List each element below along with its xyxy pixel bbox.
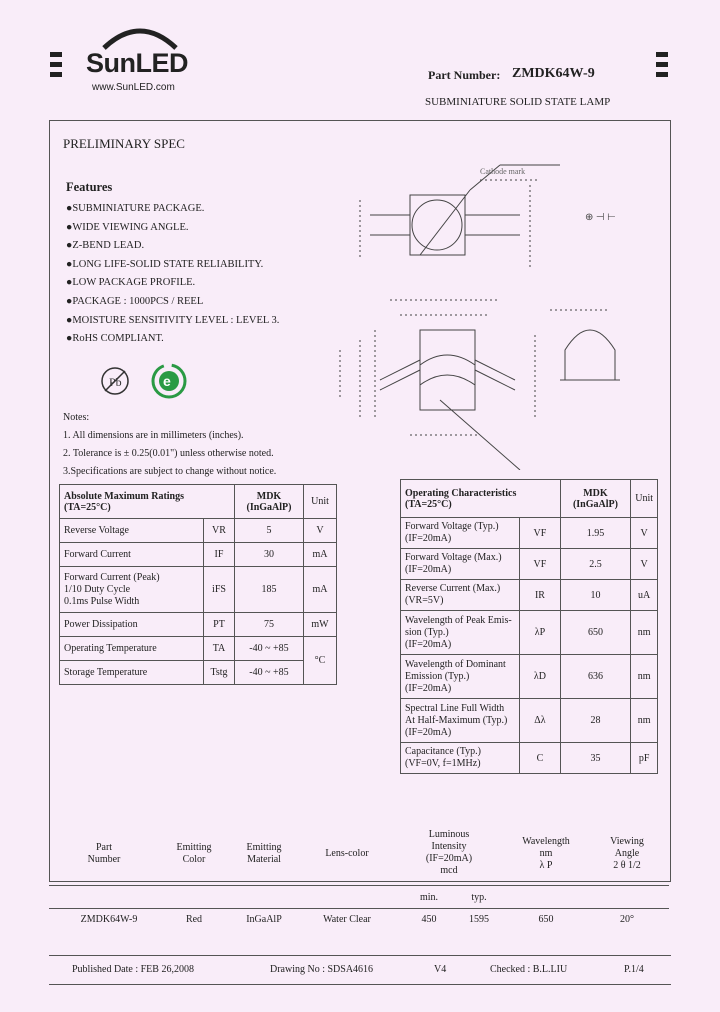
param-cell: Power Dissipation: [60, 613, 204, 637]
col-min-header: min.: [419, 892, 439, 903]
table-row: [401, 480, 658, 518]
param-cell: Forward Current: [60, 543, 204, 567]
footer-bottom-line: [49, 984, 671, 985]
value-cell: 35: [560, 743, 631, 774]
col-lens-header: Lens-color: [325, 848, 369, 859]
package-drawing: [320, 160, 665, 470]
cathode-label: Cathode mark: [480, 167, 526, 176]
left-bar-3: [50, 72, 62, 77]
unit-cell: pF: [631, 743, 658, 774]
table-row: [401, 518, 658, 549]
op-char-col-part: MDK (InGaAlP): [560, 480, 631, 518]
param-cell: Storage Temperature: [60, 661, 204, 685]
value-cell: 75: [235, 613, 304, 637]
feature-item: ●MOISTURE SENSITIVITY LEVEL : LEVEL 3.: [66, 314, 280, 326]
sym-cell: Tstg: [204, 661, 235, 685]
polarity-mark: ⊕ ⊣ ⊢: [585, 212, 616, 223]
left-bar-2: [50, 62, 62, 67]
param-cell: Wavelength of Dominant Emission (Typ.) (IF=20mA): [401, 655, 520, 699]
drawing-number: Drawing No : SDSA4616: [270, 964, 374, 975]
sym-cell: C: [520, 743, 560, 774]
feature-item: ●WIDE VIEWING ANGLE.: [66, 221, 189, 233]
op-char-title: Operating Characteristics (TA=25°C): [401, 480, 561, 518]
table-row: [401, 743, 658, 774]
row-part: ZMDK64W-9: [80, 914, 138, 925]
table-row: [60, 613, 337, 637]
sym-cell: VF: [520, 549, 560, 580]
unit-cell: °C: [304, 637, 337, 685]
value-cell: -40 ~ +85: [235, 637, 304, 661]
right-bar-1: [656, 52, 668, 57]
abs-max-col-part: MDK (InGaAlP): [235, 485, 304, 519]
pb-label: Pb: [109, 375, 122, 389]
param-cell: Reverse Current (Max.) (VR=5V): [401, 580, 520, 611]
table-row: [401, 580, 658, 611]
col-color-header: Emitting Color: [176, 842, 212, 865]
param-cell: Wavelength of Peak Emis- sion (Typ.) (IF=20mA): [401, 611, 520, 655]
note-item: 3.Specifications are subject to change without notice.: [63, 466, 277, 477]
feature-item: ●Z-BEND LEAD.: [66, 240, 145, 252]
version: V4: [434, 964, 447, 975]
value-cell: 28: [560, 699, 631, 743]
selection-divider: [49, 885, 669, 886]
page-number: P.1/4: [624, 964, 644, 975]
value-cell: -40 ~ +85: [235, 661, 304, 685]
feature-item: ●RoHS COMPLIANT.: [66, 333, 164, 345]
table-row: [60, 543, 337, 567]
abs-max-col-unit: Unit: [304, 485, 337, 519]
logo-arc-icon: [100, 20, 180, 50]
row-typ: 1595: [469, 914, 489, 925]
col-luminous-header: Luminous Intensity (IF=20mA) mcd: [425, 829, 473, 876]
abs-max-title: Absolute Maximum Ratings (TA=25°C): [60, 485, 235, 519]
table-row: [60, 519, 337, 543]
website-link[interactable]: www.SunLED.com: [92, 82, 175, 93]
value-cell: 636: [560, 655, 631, 699]
unit-cell: nm: [631, 655, 658, 699]
notes-title: Notes:: [63, 412, 90, 423]
op-char-col-unit: Unit: [631, 480, 658, 518]
sym-cell: VF: [520, 518, 560, 549]
row-wavelength: 650: [538, 914, 554, 925]
sym-cell: λP: [520, 611, 560, 655]
table-row: [401, 699, 658, 743]
e-label: e: [163, 373, 171, 389]
sym-cell: Δλ: [520, 699, 560, 743]
col-material-header: Emitting Material: [246, 842, 282, 865]
note-item: 1. All dimensions are in millimeters (inches).: [63, 430, 244, 441]
unit-cell: V: [631, 549, 658, 580]
table-row: [401, 611, 658, 655]
right-bar-3: [656, 72, 668, 77]
sym-cell: IR: [520, 580, 560, 611]
table-row: [60, 661, 337, 685]
param-cell: Forward Voltage (Max.) (IF=20mA): [401, 549, 520, 580]
value-cell: 10: [560, 580, 631, 611]
param-cell: Forward Voltage (Typ.) (IF=20mA): [401, 518, 520, 549]
table-row: [60, 637, 337, 661]
row-color: Red: [185, 914, 203, 925]
col-wavelength-header: Wavelength nm λ P: [522, 836, 570, 871]
feature-item: ●PACKAGE : 1000PCS / REEL: [66, 295, 204, 307]
value-cell: 185: [235, 567, 304, 613]
col-part-header: Part Number: [87, 842, 121, 865]
part-number: ZMDK64W-9: [512, 66, 595, 81]
param-cell: Operating Temperature: [60, 637, 204, 661]
feature-item: ●LOW PACKAGE PROFILE.: [66, 277, 196, 289]
param-cell: Forward Current (Peak) 1/10 Duty Cycle 0.1ms Pulse Width: [60, 567, 204, 613]
param-cell: Spectral Line Full Width At Half-Maximum (Typ.) (IF=20mA): [401, 699, 520, 743]
selection-table: [49, 826, 671, 936]
param-cell: Capacitance (Typ.) (VF=0V, f=1MHz): [401, 743, 520, 774]
value-cell: 30: [235, 543, 304, 567]
sym-cell: iFS: [204, 567, 235, 613]
value-cell: 2.5: [560, 549, 631, 580]
features-list: [66, 200, 279, 349]
unit-cell: nm: [631, 699, 658, 743]
table-row: [401, 655, 658, 699]
table-row: [60, 485, 337, 519]
param-cell: Reverse Voltage: [60, 519, 204, 543]
product-description: SUBMINIATURE SOLID STATE LAMP: [425, 96, 611, 108]
feature-item: ●LONG LIFE-SOLID STATE RELIABILITY.: [66, 258, 264, 270]
col-typ-header: typ.: [471, 892, 487, 903]
sym-cell: PT: [204, 613, 235, 637]
notes: [63, 409, 276, 481]
note-item: 2. Tolerance is ± 0.25(0.01") unless otherwise noted.: [63, 448, 274, 459]
left-bar-1: [50, 52, 62, 57]
pb-free-icon: [99, 365, 131, 397]
right-bar-2: [656, 62, 668, 67]
logo[interactable]: SunLED: [86, 48, 188, 78]
unit-cell: mW: [304, 613, 337, 637]
unit-cell: mA: [304, 543, 337, 567]
op-char-table: [400, 479, 658, 774]
feature-item: ●SUBMINIATURE PACKAGE.: [66, 203, 205, 214]
rohs-e-icon: [150, 362, 188, 400]
table-row: [60, 567, 337, 613]
sym-cell: VR: [204, 519, 235, 543]
unit-cell: V: [304, 519, 337, 543]
value-cell: 5: [235, 519, 304, 543]
unit-cell: nm: [631, 611, 658, 655]
features-title: Features: [66, 180, 113, 194]
unit-cell: uA: [631, 580, 658, 611]
sym-cell: λD: [520, 655, 560, 699]
value-cell: 650: [560, 611, 631, 655]
value-cell: 1.95: [560, 518, 631, 549]
checked-by: Checked : B.L.LIU: [490, 964, 568, 975]
unit-cell: mA: [304, 567, 337, 613]
row-min: 450: [421, 914, 437, 925]
row-material: InGaAlP: [246, 914, 282, 925]
footer-top-line: [49, 955, 671, 956]
col-viewing-header: Viewing Angle 2 θ 1/2: [610, 836, 644, 871]
sym-cell: IF: [204, 543, 235, 567]
part-number-label: Part Number:: [428, 68, 501, 82]
sym-cell: TA: [204, 637, 235, 661]
row-lens: Water Clear: [323, 914, 371, 925]
row-angle: 20°: [620, 914, 634, 925]
spec-title: PRELIMINARY SPEC: [63, 136, 185, 151]
table-row: [401, 549, 658, 580]
abs-max-table: [59, 484, 337, 685]
published-date: Published Date : FEB 26,2008: [72, 964, 194, 975]
selection-divider: [49, 908, 669, 909]
unit-cell: V: [631, 518, 658, 549]
